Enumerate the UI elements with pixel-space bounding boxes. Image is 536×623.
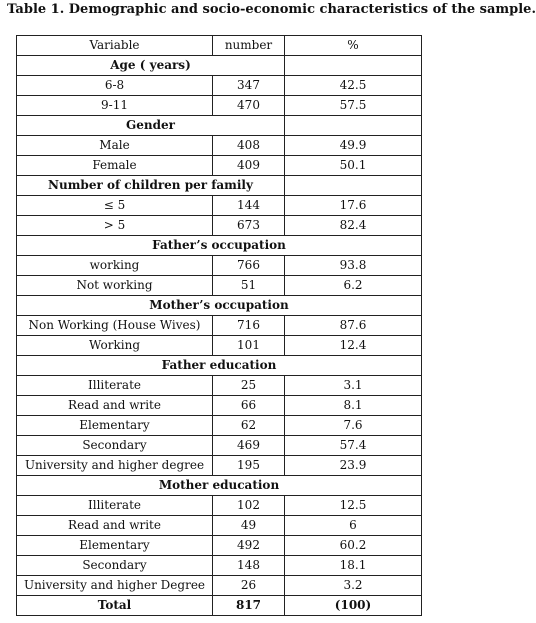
table-row bbox=[17, 316, 422, 336]
number-cell: 469 bbox=[213, 436, 285, 456]
table-row bbox=[17, 276, 422, 296]
percent-cell: 3.1 bbox=[285, 376, 422, 396]
variable-cell: Not working bbox=[17, 276, 213, 296]
number-cell: 492 bbox=[213, 536, 285, 556]
section-row bbox=[17, 116, 422, 136]
percent-cell: 57.4 bbox=[285, 436, 422, 456]
number-cell: 195 bbox=[213, 456, 285, 476]
section-label: Age ( years) bbox=[17, 56, 285, 76]
table-row bbox=[17, 396, 422, 416]
variable-cell: Female bbox=[17, 156, 213, 176]
number-cell: 101 bbox=[213, 336, 285, 356]
number-cell: 51 bbox=[213, 276, 285, 296]
number-cell: 26 bbox=[213, 576, 285, 596]
variable-cell: 9-11 bbox=[17, 96, 213, 116]
percent-cell: 12.5 bbox=[285, 496, 422, 516]
variable-cell: Illiterate bbox=[17, 496, 213, 516]
variable-cell: > 5 bbox=[17, 216, 213, 236]
percent-cell: 57.5 bbox=[285, 96, 422, 116]
section-label: Number of children per family bbox=[17, 176, 285, 196]
table-row bbox=[17, 456, 422, 476]
percent-cell: 18.1 bbox=[285, 556, 422, 576]
section-label: Father education bbox=[17, 356, 422, 376]
empty-cell bbox=[285, 56, 422, 76]
header-cell-percent: % bbox=[285, 36, 422, 56]
variable-cell: working bbox=[17, 256, 213, 276]
section-label: Gender bbox=[17, 116, 285, 136]
empty-cell bbox=[285, 116, 422, 136]
empty-cell bbox=[285, 176, 422, 196]
number-cell: 66 bbox=[213, 396, 285, 416]
percent-cell: 3.2 bbox=[285, 576, 422, 596]
variable-cell: University and higher Degree bbox=[17, 576, 213, 596]
variable-cell: Secondary bbox=[17, 556, 213, 576]
percent-cell: 12.4 bbox=[285, 336, 422, 356]
section-row bbox=[17, 176, 422, 196]
number-cell: 408 bbox=[213, 136, 285, 156]
percent-cell: 8.1 bbox=[285, 396, 422, 416]
variable-cell: Illiterate bbox=[17, 376, 213, 396]
percent-cell: 50.1 bbox=[285, 156, 422, 176]
percent-cell: 82.4 bbox=[285, 216, 422, 236]
table-row bbox=[17, 256, 422, 276]
demographics-table bbox=[16, 35, 422, 616]
variable-cell: Working bbox=[17, 336, 213, 356]
section-row bbox=[17, 356, 422, 376]
table-row bbox=[17, 156, 422, 176]
percent-cell: 6 bbox=[285, 516, 422, 536]
table-row bbox=[17, 576, 422, 596]
number-cell: 470 bbox=[213, 96, 285, 116]
number-cell: 148 bbox=[213, 556, 285, 576]
number-cell: 766 bbox=[213, 256, 285, 276]
variable-cell: Read and write bbox=[17, 396, 213, 416]
table-row bbox=[17, 336, 422, 356]
percent-cell: 87.6 bbox=[285, 316, 422, 336]
table-row bbox=[17, 516, 422, 536]
section-label: Mother education bbox=[17, 476, 422, 496]
table-row bbox=[17, 196, 422, 216]
table-row bbox=[17, 76, 422, 96]
percent-cell: 7.6 bbox=[285, 416, 422, 436]
number-cell: 673 bbox=[213, 216, 285, 236]
percent-cell: 6.2 bbox=[285, 276, 422, 296]
variable-cell: University and higher degree bbox=[17, 456, 213, 476]
table-row bbox=[17, 136, 422, 156]
total-row bbox=[17, 596, 422, 616]
section-label: Father’s occupation bbox=[17, 236, 422, 256]
percent-cell: 17.6 bbox=[285, 196, 422, 216]
number-cell: 716 bbox=[213, 316, 285, 336]
variable-cell: ≤ 5 bbox=[17, 196, 213, 216]
number-cell: 49 bbox=[213, 516, 285, 536]
number-cell: 25 bbox=[213, 376, 285, 396]
section-row bbox=[17, 476, 422, 496]
percent-cell: 42.5 bbox=[285, 76, 422, 96]
variable-cell: Read and write bbox=[17, 516, 213, 536]
section-row bbox=[17, 56, 422, 76]
variable-cell: Non Working (House Wives) bbox=[17, 316, 213, 336]
table-row bbox=[17, 96, 422, 116]
number-cell: 102 bbox=[213, 496, 285, 516]
variable-cell: 6-8 bbox=[17, 76, 213, 96]
header-cell-number: number bbox=[213, 36, 285, 56]
section-label: Mother’s occupation bbox=[17, 296, 422, 316]
variable-cell: Total bbox=[17, 596, 213, 616]
header-row bbox=[17, 36, 422, 56]
number-cell: 144 bbox=[213, 196, 285, 216]
table-row bbox=[17, 436, 422, 456]
table-row bbox=[17, 496, 422, 516]
percent-cell: 49.9 bbox=[285, 136, 422, 156]
percent-cell: (100) bbox=[285, 596, 422, 616]
variable-cell: Elementary bbox=[17, 536, 213, 556]
table-row bbox=[17, 216, 422, 236]
table-caption: Table 1. Demographic and socio-economic characteristics of the sample. bbox=[7, 2, 536, 17]
percent-cell: 23.9 bbox=[285, 456, 422, 476]
number-cell: 409 bbox=[213, 156, 285, 176]
percent-cell: 60.2 bbox=[285, 536, 422, 556]
variable-cell: Secondary bbox=[17, 436, 213, 456]
table-row bbox=[17, 416, 422, 436]
section-row bbox=[17, 236, 422, 256]
number-cell: 62 bbox=[213, 416, 285, 436]
table-row bbox=[17, 556, 422, 576]
number-cell: 817 bbox=[213, 596, 285, 616]
table-row bbox=[17, 536, 422, 556]
percent-cell: 93.8 bbox=[285, 256, 422, 276]
variable-cell: Elementary bbox=[17, 416, 213, 436]
table-row bbox=[17, 376, 422, 396]
variable-cell: Male bbox=[17, 136, 213, 156]
number-cell: 347 bbox=[213, 76, 285, 96]
section-row bbox=[17, 296, 422, 316]
header-cell-variable: Variable bbox=[17, 36, 213, 56]
table-body bbox=[17, 56, 422, 616]
